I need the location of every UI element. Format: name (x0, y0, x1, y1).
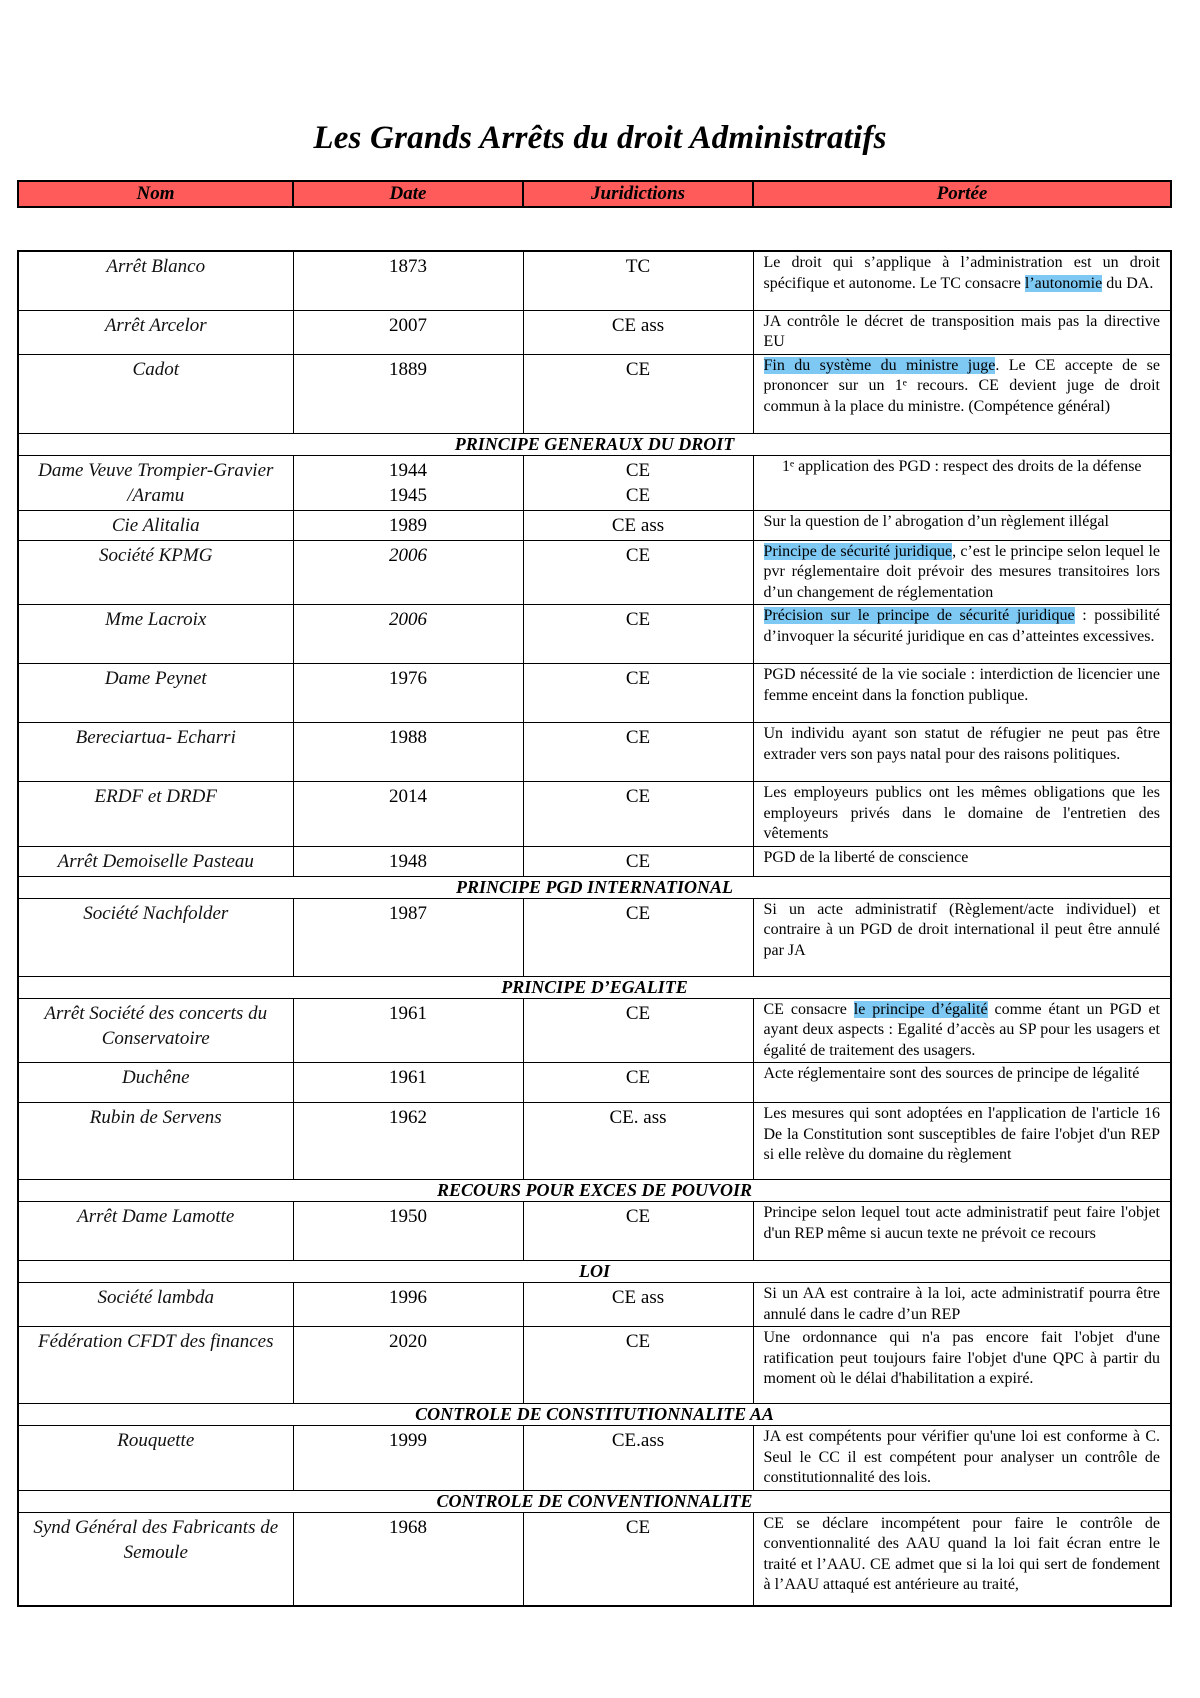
arret-name: Duchêne (18, 1063, 293, 1103)
date-value: 2007 (389, 314, 427, 336)
portee-text-after: , c’est le principe selon lequel le pvr réglementaire doit prévoir des mesures transitoires lors d’un changement de réglementation (763, 542, 1160, 601)
portee-text: CE consacre (763, 1000, 854, 1018)
juridiction-value: CE ass (611, 514, 665, 536)
date-value: 1962 (389, 1107, 427, 1128)
date-value: 1999 (389, 1430, 427, 1451)
arret-juridiction (523, 846, 753, 876)
date-value: 1889 (389, 358, 427, 380)
arret-juridiction (523, 1063, 753, 1103)
section-row (18, 976, 1171, 998)
portee-text-after: du DA. (1102, 274, 1154, 292)
arret-name: Arrêt Société des concerts du Conservatoire (18, 998, 293, 1063)
table-row (18, 251, 1171, 310)
arret-juridiction (523, 898, 753, 976)
date-value: 1944 (389, 459, 427, 481)
page-title: Les Grands Arrêts du droit Administratifs (313, 120, 887, 156)
date-value: 1950 (389, 1206, 427, 1227)
juridiction-value: CE (625, 727, 651, 748)
juridiction-value: CE (625, 1206, 651, 1227)
table-row (18, 605, 1171, 664)
table-row (18, 998, 1171, 1063)
date-value: 1996 (389, 1287, 427, 1308)
arret-date (293, 455, 523, 510)
juridiction-value: CE.ass (611, 1430, 665, 1451)
portee-highlight: Précision sur le principe de sécurité juridique (763, 607, 1075, 624)
arret-portee (753, 1103, 1171, 1180)
arret-juridiction (523, 1202, 753, 1261)
juridiction-value: TC (625, 256, 651, 277)
arret-name: Dame Veuve Trompier-Gravier /Aramu (18, 455, 293, 510)
juridiction-value: CE ass (611, 314, 665, 336)
arret-portee (753, 1283, 1171, 1327)
table-row (18, 354, 1171, 433)
arret-date (293, 251, 523, 310)
juridiction-value: CE (625, 786, 651, 807)
table-row (18, 782, 1171, 847)
portee-text: Les employeurs publics ont les mêmes obligations que les employeurs privés dans le domaine de l'entretien des vêtements (763, 784, 1160, 842)
portee-text: CE se déclare incompétent pour faire le contrôle de conventionnalité des AAU quand la loi fait écran entre le traité et l’AAU. CE admet que si la loi qui sert de fondement à l’AAU attaqué est antérieure au traité, (763, 1514, 1160, 1593)
portee-highlight: Principe de sécurité juridique (763, 542, 953, 560)
arret-name: Arrêt Demoiselle Pasteau (18, 846, 293, 876)
table-row (18, 1283, 1171, 1327)
juridiction-value: CE (625, 1331, 651, 1352)
arret-name: Dame Peynet (18, 664, 293, 723)
arret-date (293, 1512, 523, 1606)
column-header-date: Date (293, 181, 523, 207)
column-header-nom: Nom (18, 181, 293, 207)
arret-juridiction (523, 310, 753, 354)
date-value: 2020 (389, 1331, 427, 1352)
arret-portee (753, 354, 1171, 433)
portee-text: Sur la question de l’ abrogation d’un règlement illégal (763, 512, 1109, 530)
arret-name: Arrêt Arcelor (18, 310, 293, 354)
date-value: 1948 (389, 850, 427, 872)
section-row (18, 1261, 1171, 1283)
arret-portee (753, 1063, 1171, 1103)
arret-portee (753, 782, 1171, 847)
arret-name: ERDF et DRDF (18, 782, 293, 847)
arret-name: Arrêt Blanco (18, 251, 293, 310)
arret-date (293, 898, 523, 976)
portee-text: JA contrôle le décret de transposition mais pas la directive EU (763, 312, 1160, 350)
table-row (18, 1327, 1171, 1404)
table-row (18, 455, 1171, 510)
arret-portee (753, 664, 1171, 723)
table-row (18, 1426, 1171, 1491)
date-value: 1976 (389, 668, 427, 689)
portee-text: Les mesures qui sont adoptées en l'application de l'article 16 De la Constitution sont susceptibles de faire l'objet d'un REP si elle relève du domaine du règlement (763, 1105, 1160, 1163)
portee-text: Si un acte administratif (Règlement/acte individuel) et contraire à un PGD de droit international il peut être annulé par JA (763, 900, 1160, 959)
portee-text: JA est compétents pour vérifier qu'une loi est conforme à C. Seul le CC il est compétent pour analyser un contrôle de constitutionnalité des lois. (763, 1428, 1160, 1486)
juridiction-value: CE (625, 1067, 651, 1088)
date-value: 1873 (389, 256, 427, 277)
arret-date (293, 998, 523, 1063)
arret-portee (753, 510, 1171, 540)
juridiction-value: CE (625, 544, 651, 566)
arret-date (293, 1426, 523, 1491)
portee-text-after: . Le CE accepte de se prononcer sur un 1ᵉ recours. CE devient juge de droit commun à la place du ministre. (Compétence général) (763, 356, 1161, 415)
section-row (18, 876, 1171, 898)
arret-name: Rubin de Servens (18, 1103, 293, 1180)
section-title: RECOURS POUR EXCES DE POUVOIR (18, 1180, 1171, 1202)
portee-text: Un individu ayant son statut de réfugier ne peut pas être extrader vers son pays natal pour des raisons politiques. (763, 725, 1160, 763)
arret-portee (753, 1327, 1171, 1404)
section-title: PRINCIPE PGD INTERNATIONAL (18, 876, 1171, 898)
section-row (18, 1490, 1171, 1512)
portee-text: Le droit qui s’applique à l’administration est un droit spécifique et autonome. Le TC consacre (763, 254, 1160, 292)
juridiction-value: CE (625, 1002, 651, 1024)
arret-name: Société lambda (18, 1283, 293, 1327)
table-row (18, 1202, 1171, 1261)
table-row (18, 1063, 1171, 1103)
table-row (18, 898, 1171, 976)
arrets-table-body (18, 251, 1171, 1606)
arret-portee (753, 723, 1171, 782)
portee-text: Si un AA est contraire à la loi, acte administratif pourra être annulé dans le cadre d’un REP (763, 1285, 1160, 1323)
arret-name: Synd Général des Fabricants de Semoule (18, 1512, 293, 1606)
arret-juridiction (523, 540, 753, 605)
date-value: 1987 (389, 902, 427, 924)
arret-date (293, 846, 523, 876)
column-header-juridictions: Juridictions (523, 181, 753, 207)
arret-name: Société KPMG (18, 540, 293, 605)
section-row (18, 433, 1171, 455)
date-value: 1961 (389, 1002, 427, 1024)
arret-juridiction (523, 1426, 753, 1491)
date-value: 1989 (389, 514, 427, 536)
portee-text: Une ordonnance qui n'a pas encore fait l'objet d'une ratification peut toujours faire l'objet d'une QPC à partir du moment où le délai d'habilitation a expiré. (763, 1329, 1160, 1387)
arret-name: Bereciartua- Echarri (18, 723, 293, 782)
arret-date (293, 605, 523, 664)
arret-juridiction (523, 455, 753, 510)
arret-portee (753, 998, 1171, 1063)
date-value: 1988 (389, 727, 427, 748)
arret-date (293, 354, 523, 433)
portee-text: PGD de la liberté de conscience (763, 848, 969, 866)
arret-portee (753, 898, 1171, 976)
table-row (18, 723, 1171, 782)
arret-date (293, 782, 523, 847)
date-value-2: 1945 (389, 484, 427, 506)
table-row (18, 1512, 1171, 1606)
juridiction-value: CE ass (611, 1287, 665, 1308)
portee-text: Acte réglementaire sont des sources de principe de légalité (763, 1065, 1140, 1082)
date-value: 1968 (389, 1516, 427, 1538)
arret-juridiction (523, 782, 753, 847)
arret-name: Arrêt Dame Lamotte (18, 1202, 293, 1261)
portee-text-after: comme étant un PGD et ayant deux aspects : Egalité d’accès au SP pour les usagers et égalité de traitement des usagers. (763, 1000, 1161, 1059)
arret-portee (753, 846, 1171, 876)
table-row (18, 664, 1171, 723)
portee-highlight: Fin du système du ministre juge (763, 356, 996, 374)
arret-name: Cie Alitalia (18, 510, 293, 540)
arrets-table (17, 250, 1172, 1607)
arret-portee (753, 605, 1171, 664)
arret-date (293, 723, 523, 782)
juridiction-value: CE (625, 459, 651, 481)
section-row (18, 1180, 1171, 1202)
section-row (18, 1404, 1171, 1426)
arret-juridiction (523, 723, 753, 782)
arret-date (293, 510, 523, 540)
section-title: LOI (18, 1261, 1171, 1283)
date-value: 2006 (389, 544, 427, 566)
table-row (18, 540, 1171, 605)
arret-name: Rouquette (18, 1426, 293, 1491)
arret-date (293, 664, 523, 723)
arret-juridiction (523, 1283, 753, 1327)
arret-name: Cadot (18, 354, 293, 433)
arret-date (293, 1103, 523, 1180)
section-title: PRINCIPE GENERAUX DU DROIT (18, 433, 1171, 455)
arret-date (293, 1202, 523, 1261)
arret-juridiction (523, 998, 753, 1063)
arret-juridiction (523, 1103, 753, 1180)
arret-juridiction (523, 664, 753, 723)
table-row (18, 510, 1171, 540)
arret-date (293, 1327, 523, 1404)
arret-date (293, 310, 523, 354)
portee-text: Principe selon lequel tout acte administratif peut faire l'objet d'un REP même si aucun texte ne prévoit ce recours (763, 1204, 1160, 1242)
arret-name: Mme Lacroix (18, 605, 293, 664)
table-row (18, 1103, 1171, 1180)
portee-highlight: l’autonomie (1024, 274, 1103, 292)
table-row (18, 310, 1171, 354)
juridiction-value: CE (625, 358, 651, 380)
date-value: 2014 (389, 786, 427, 807)
arret-portee (753, 1426, 1171, 1491)
juridiction-value: CE (625, 609, 651, 630)
arret-juridiction (523, 251, 753, 310)
portee-highlight: le principe d’égalité (853, 1000, 988, 1018)
header-table (17, 180, 1172, 208)
portee-text: 1ᵉ application des PGD : respect des droits de la défense (781, 457, 1142, 475)
juridiction-value-2: CE (625, 484, 651, 506)
section-title: CONTROLE DE CONSTITUTIONNALITE AA (18, 1404, 1171, 1426)
header-row (18, 181, 1171, 207)
date-value: 2006 (389, 609, 427, 630)
portee-text-after: : possibilité d’invoquer la sécurité juridique en cas d’atteintes excessives. (763, 607, 1160, 645)
arret-name: Société Nachfolder (18, 898, 293, 976)
date-value: 1961 (389, 1067, 427, 1088)
arret-date (293, 540, 523, 605)
arret-portee (753, 455, 1171, 510)
juridiction-value: CE (625, 668, 651, 689)
arret-date (293, 1283, 523, 1327)
arret-juridiction (523, 605, 753, 664)
arret-juridiction (523, 354, 753, 433)
arret-portee (753, 540, 1171, 605)
arret-juridiction (523, 1512, 753, 1606)
arret-date (293, 1063, 523, 1103)
column-header-portee: Portée (753, 181, 1171, 207)
arret-juridiction (523, 1327, 753, 1404)
section-title: PRINCIPE D’EGALITE (18, 976, 1171, 998)
arret-portee (753, 310, 1171, 354)
juridiction-value: CE (625, 1516, 651, 1538)
arret-juridiction (523, 510, 753, 540)
section-title: CONTROLE DE CONVENTIONNALITE (18, 1490, 1171, 1512)
juridiction-value: CE (625, 850, 651, 872)
portee-text: PGD nécessité de la vie sociale : interdiction de licencier une femme enceint dans la fonction publique. (763, 666, 1160, 704)
arret-portee (753, 1202, 1171, 1261)
juridiction-value: CE. ass (609, 1107, 667, 1128)
arret-portee (753, 1512, 1171, 1606)
juridiction-value: CE (625, 902, 651, 924)
arret-portee (753, 251, 1171, 310)
arret-name: Fédération CFDT des finances (18, 1327, 293, 1404)
table-row (18, 846, 1171, 876)
